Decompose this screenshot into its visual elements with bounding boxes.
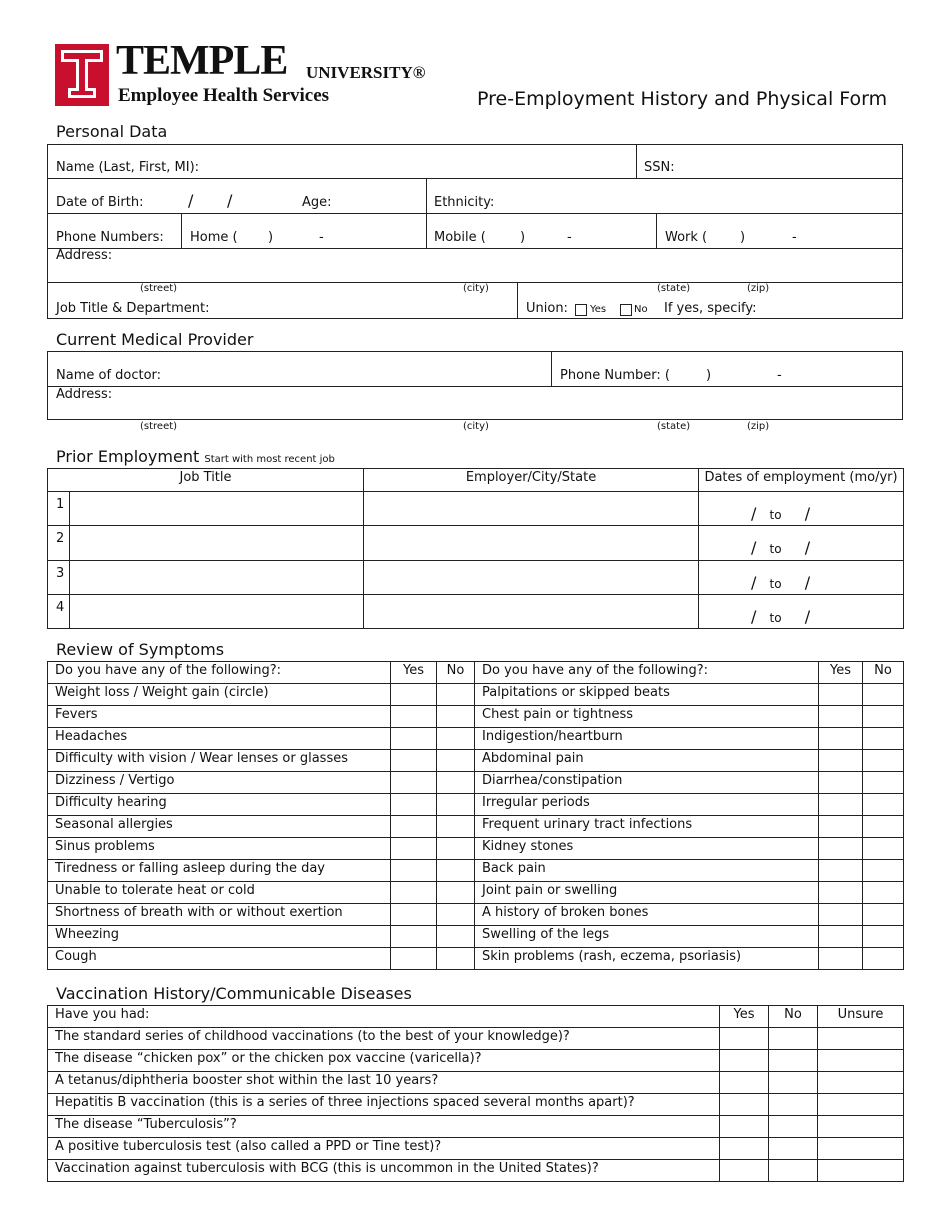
date-slash: / <box>804 538 811 557</box>
symptom-label: Joint pain or swelling <box>475 882 819 904</box>
dates-cell[interactable] <box>699 561 904 595</box>
dates-cell[interactable] <box>699 526 904 561</box>
work-phone-field[interactable]: Work ( <box>665 230 708 245</box>
zip-hint: (zip) <box>747 421 770 432</box>
row-number: 4 <box>48 595 70 629</box>
no-checkbox-cell[interactable] <box>437 860 475 882</box>
yes-checkbox-cell[interactable] <box>391 684 437 706</box>
vaccination-item-label: The disease “Tuberculosis”? <box>48 1116 720 1138</box>
unsure-checkbox-cell[interactable] <box>818 1028 904 1050</box>
to-label: to <box>769 577 782 591</box>
home-phone-field[interactable]: Home ( <box>190 230 238 245</box>
symptom-label: Shortness of breath with or without exertion <box>48 904 391 926</box>
no-checkbox-cell[interactable] <box>863 904 904 926</box>
date-slash: / <box>804 573 811 592</box>
no-checkbox-cell[interactable] <box>437 750 475 772</box>
job-title-cell[interactable] <box>70 526 364 561</box>
temple-logo-mark <box>55 44 109 106</box>
row-number: 1 <box>48 492 70 526</box>
table-row <box>48 595 904 629</box>
employer-cell[interactable] <box>364 492 699 526</box>
yes-header: Yes <box>819 662 863 684</box>
union-label: Union: <box>526 301 568 316</box>
prior-employment-title: Prior Employment <box>56 447 200 466</box>
phone-numbers-label: Phone Numbers: <box>56 230 164 245</box>
paren-close: ) <box>706 368 712 383</box>
employer-cell[interactable] <box>364 561 699 595</box>
prior-employment-table <box>47 468 904 629</box>
vaccination-table <box>47 1005 904 1182</box>
symptom-label: Seasonal allergies <box>48 816 391 838</box>
yes-checkbox-cell[interactable] <box>391 772 437 794</box>
yes-header: Yes <box>391 662 437 684</box>
mobile-phone-field[interactable]: Mobile ( <box>434 230 486 245</box>
symptoms-question: Do you have any of the following?: <box>475 662 819 684</box>
union-no-label: No <box>634 304 648 315</box>
yes-checkbox-cell[interactable] <box>720 1050 769 1072</box>
symptom-label: Irregular periods <box>475 794 819 816</box>
table-row <box>48 816 904 838</box>
state-hint: (state) <box>657 283 691 294</box>
employer-cell[interactable] <box>364 526 699 561</box>
to-label: to <box>769 542 782 556</box>
street-hint: (street) <box>140 421 178 432</box>
job-title-cell[interactable] <box>70 492 364 526</box>
yes-checkbox-cell[interactable] <box>720 1094 769 1116</box>
brand-department: Employee Health Services <box>118 85 330 106</box>
unsure-header: Unsure <box>818 1006 904 1028</box>
no-checkbox-cell[interactable] <box>769 1138 818 1160</box>
column-header: Dates of employment (mo/yr) <box>699 469 904 492</box>
symptom-label: Back pain <box>475 860 819 882</box>
table-row <box>48 772 904 794</box>
age-field[interactable]: Age: <box>302 195 332 210</box>
yes-checkbox-cell[interactable] <box>819 882 863 904</box>
symptom-label: Diarrhea/constipation <box>475 772 819 794</box>
yes-checkbox-cell[interactable] <box>819 684 863 706</box>
no-checkbox-cell[interactable] <box>863 706 904 728</box>
table-row <box>48 882 904 904</box>
section-title-personal-data: Personal Data <box>56 122 168 141</box>
table-row <box>48 904 904 926</box>
no-checkbox-cell[interactable] <box>863 772 904 794</box>
yes-checkbox-cell[interactable] <box>391 882 437 904</box>
yes-checkbox-cell[interactable] <box>391 816 437 838</box>
no-checkbox-cell[interactable] <box>863 728 904 750</box>
unsure-checkbox-cell[interactable] <box>818 1138 904 1160</box>
symptom-label: Difficulty hearing <box>48 794 391 816</box>
yes-checkbox-cell[interactable] <box>819 794 863 816</box>
no-checkbox-cell[interactable] <box>863 838 904 860</box>
symptoms-table <box>47 661 904 970</box>
yes-checkbox-cell[interactable] <box>819 838 863 860</box>
table-row <box>48 794 904 816</box>
zip-hint: (zip) <box>747 283 770 294</box>
yes-checkbox-cell[interactable] <box>391 948 437 970</box>
vaccination-item-label: A positive tuberculosis test (also called a PPD or Tine test)? <box>48 1138 720 1160</box>
no-checkbox-cell[interactable] <box>863 948 904 970</box>
to-label: to <box>769 611 782 625</box>
table-row <box>48 706 904 728</box>
dob-slash: / <box>188 191 194 210</box>
section-title-prior-employment <box>56 448 335 466</box>
city-hint: (city) <box>463 283 489 294</box>
unsure-checkbox-cell[interactable] <box>818 1094 904 1116</box>
yes-checkbox-cell[interactable] <box>819 706 863 728</box>
date-slash: / <box>751 607 757 626</box>
unsure-checkbox-cell[interactable] <box>818 1160 904 1182</box>
no-checkbox-cell[interactable] <box>437 772 475 794</box>
paren-close: ) <box>520 230 526 245</box>
no-checkbox-cell[interactable] <box>437 706 475 728</box>
no-checkbox-cell[interactable] <box>863 882 904 904</box>
yes-checkbox-cell[interactable] <box>391 728 437 750</box>
temple-t-icon <box>55 44 109 106</box>
union-specify-field[interactable]: If yes, specify: <box>664 301 757 316</box>
brand-university: UNIVERSITY® <box>306 63 426 82</box>
no-checkbox-cell[interactable] <box>769 1116 818 1138</box>
no-checkbox-cell[interactable] <box>437 816 475 838</box>
no-checkbox-cell[interactable] <box>437 838 475 860</box>
table-row <box>48 948 904 970</box>
dash: - <box>319 230 324 245</box>
table-row <box>48 838 904 860</box>
table-row <box>48 1116 904 1138</box>
yes-checkbox-cell[interactable] <box>391 706 437 728</box>
symptom-label: Weight loss / Weight gain (circle) <box>48 684 391 706</box>
form-title: Pre-Employment History and Physical Form <box>477 88 888 110</box>
symptom-label: Difficulty with vision / Wear lenses or glasses <box>48 750 391 772</box>
unsure-checkbox-cell[interactable] <box>818 1072 904 1094</box>
yes-checkbox-cell[interactable] <box>720 1028 769 1050</box>
yes-checkbox-cell[interactable] <box>819 772 863 794</box>
symptom-label: Cough <box>48 948 391 970</box>
no-header: No <box>437 662 475 684</box>
city-hint: (city) <box>463 421 489 432</box>
ssn-field[interactable]: SSN: <box>644 160 675 175</box>
date-slash: / <box>751 538 757 557</box>
yes-checkbox-cell[interactable] <box>391 904 437 926</box>
yes-checkbox-cell[interactable] <box>819 728 863 750</box>
dates-cell[interactable] <box>699 595 904 629</box>
dob-field[interactable]: Date of Birth: <box>56 195 144 210</box>
no-checkbox-cell[interactable] <box>437 684 475 706</box>
ethnicity-field[interactable]: Ethnicity: <box>434 195 495 210</box>
yes-checkbox-cell[interactable] <box>391 750 437 772</box>
no-checkbox-cell[interactable] <box>769 1028 818 1050</box>
no-checkbox-cell[interactable] <box>769 1160 818 1182</box>
employer-cell[interactable] <box>364 595 699 629</box>
date-slash: / <box>804 504 811 523</box>
yes-checkbox-cell[interactable] <box>720 1160 769 1182</box>
symptom-label: Unable to tolerate heat or cold <box>48 882 391 904</box>
job-title-cell[interactable] <box>70 561 364 595</box>
table-row <box>48 1138 904 1160</box>
vaccination-item-label: Vaccination against tuberculosis with BCG (this is uncommon in the United States)? <box>48 1160 720 1182</box>
table-row <box>48 684 904 706</box>
job-title-field[interactable]: Job Title & Department: <box>56 301 210 316</box>
no-checkbox-cell[interactable] <box>863 860 904 882</box>
column-header: Employer/City/State <box>364 469 699 492</box>
table-row <box>48 926 904 948</box>
table-row <box>48 1072 904 1094</box>
table-row <box>48 1094 904 1116</box>
yes-checkbox-cell[interactable] <box>391 926 437 948</box>
symptom-label: Swelling of the legs <box>475 926 819 948</box>
union-yes-label: Yes <box>590 304 607 315</box>
section-title-symptoms: Review of Symptoms <box>56 640 225 659</box>
yes-header: Yes <box>720 1006 769 1028</box>
row-number: 3 <box>48 561 70 595</box>
table-row <box>48 1028 904 1050</box>
symptom-label: Kidney stones <box>475 838 819 860</box>
yes-checkbox-cell[interactable] <box>391 860 437 882</box>
vaccination-item-label: The disease “chicken pox” or the chicken pox vaccine (varicella)? <box>48 1050 720 1072</box>
table-row <box>48 728 904 750</box>
to-label: to <box>769 508 782 522</box>
symptom-label: Dizziness / Vertigo <box>48 772 391 794</box>
table-row <box>48 750 904 772</box>
yes-checkbox-cell[interactable] <box>391 838 437 860</box>
paren-close: ) <box>740 230 746 245</box>
no-checkbox-cell[interactable] <box>437 904 475 926</box>
row-number: 2 <box>48 526 70 561</box>
date-slash: / <box>751 504 757 523</box>
no-checkbox-cell[interactable] <box>863 816 904 838</box>
union-yes-checkbox[interactable] <box>575 304 587 316</box>
no-checkbox-cell[interactable] <box>437 882 475 904</box>
dash: - <box>777 368 782 383</box>
no-checkbox-cell[interactable] <box>437 728 475 750</box>
symptom-label: Palpitations or skipped beats <box>475 684 819 706</box>
address-field[interactable]: Address: <box>56 248 113 263</box>
symptom-label: Indigestion/heartburn <box>475 728 819 750</box>
no-checkbox-cell[interactable] <box>863 794 904 816</box>
doctor-name-field[interactable]: Name of doctor: <box>56 368 162 383</box>
union-no-checkbox[interactable] <box>620 304 632 316</box>
yes-checkbox-cell[interactable] <box>819 926 863 948</box>
section-title-medical-provider: Current Medical Provider <box>56 330 254 349</box>
vaccination-item-label: The standard series of childhood vaccinations (to the best of your knowledge)? <box>48 1028 720 1050</box>
no-checkbox-cell[interactable] <box>437 926 475 948</box>
vaccination-question: Have you had: <box>48 1006 720 1028</box>
street-hint: (street) <box>140 283 178 294</box>
job-title-cell[interactable] <box>70 595 364 629</box>
table-row <box>48 1160 904 1182</box>
date-slash: / <box>804 607 811 626</box>
yes-checkbox-cell[interactable] <box>819 948 863 970</box>
yes-checkbox-cell[interactable] <box>391 794 437 816</box>
name-field[interactable]: Name (Last, First, MI): <box>56 160 200 175</box>
unsure-checkbox-cell[interactable] <box>818 1050 904 1072</box>
doctor-phone-field[interactable]: Phone Number: ( <box>560 368 670 383</box>
symptom-label: A history of broken bones <box>475 904 819 926</box>
no-header: No <box>769 1006 818 1028</box>
no-checkbox-cell[interactable] <box>863 684 904 706</box>
symptom-label: Headaches <box>48 728 391 750</box>
vaccination-item-label: Hepatitis B vaccination (this is a series of three injections spaced several months apart)? <box>48 1094 720 1116</box>
symptoms-question: Do you have any of the following?: <box>48 662 391 684</box>
table-row <box>48 492 904 526</box>
no-checkbox-cell[interactable] <box>437 794 475 816</box>
table-row <box>48 526 904 561</box>
symptom-label: Frequent urinary tract infections <box>475 816 819 838</box>
unsure-checkbox-cell[interactable] <box>818 1116 904 1138</box>
symptom-label: Abdominal pain <box>475 750 819 772</box>
vaccination-item-label: A tetanus/diphtheria booster shot within the last 10 years? <box>48 1072 720 1094</box>
date-slash: / <box>751 573 757 592</box>
yes-checkbox-cell[interactable] <box>819 816 863 838</box>
no-checkbox-cell[interactable] <box>769 1094 818 1116</box>
no-checkbox-cell[interactable] <box>769 1072 818 1094</box>
table-row <box>48 561 904 595</box>
state-hint: (state) <box>657 421 691 432</box>
yes-checkbox-cell[interactable] <box>819 750 863 772</box>
yes-checkbox-cell[interactable] <box>819 904 863 926</box>
symptom-label: Chest pain or tightness <box>475 706 819 728</box>
symptom-label: Sinus problems <box>48 838 391 860</box>
brand-name: TEMPLE <box>116 38 288 84</box>
no-checkbox-cell[interactable] <box>437 948 475 970</box>
yes-checkbox-cell[interactable] <box>720 1116 769 1138</box>
doctor-address-field[interactable]: Address: <box>56 387 113 402</box>
symptom-label: Skin problems (rash, eczema, psoriasis) <box>475 948 819 970</box>
table-row <box>48 860 904 882</box>
yes-checkbox-cell[interactable] <box>720 1138 769 1160</box>
dates-cell[interactable] <box>699 492 904 526</box>
no-checkbox-cell[interactable] <box>863 926 904 948</box>
dash: - <box>567 230 572 245</box>
dob-slash: / <box>227 191 233 210</box>
table-row <box>48 1050 904 1072</box>
section-title-vaccination: Vaccination History/Communicable Diseases <box>56 984 412 1003</box>
yes-checkbox-cell[interactable] <box>819 860 863 882</box>
yes-checkbox-cell[interactable] <box>720 1072 769 1094</box>
no-header: No <box>863 662 904 684</box>
dash: - <box>792 230 797 245</box>
prior-employment-note: Start with most recent job <box>204 454 335 465</box>
symptom-label: Wheezing <box>48 926 391 948</box>
no-checkbox-cell[interactable] <box>863 750 904 772</box>
symptom-label: Tiredness or falling asleep during the day <box>48 860 391 882</box>
paren-close: ) <box>268 230 274 245</box>
symptom-label: Fevers <box>48 706 391 728</box>
no-checkbox-cell[interactable] <box>769 1050 818 1072</box>
column-header: Job Title <box>48 469 364 492</box>
